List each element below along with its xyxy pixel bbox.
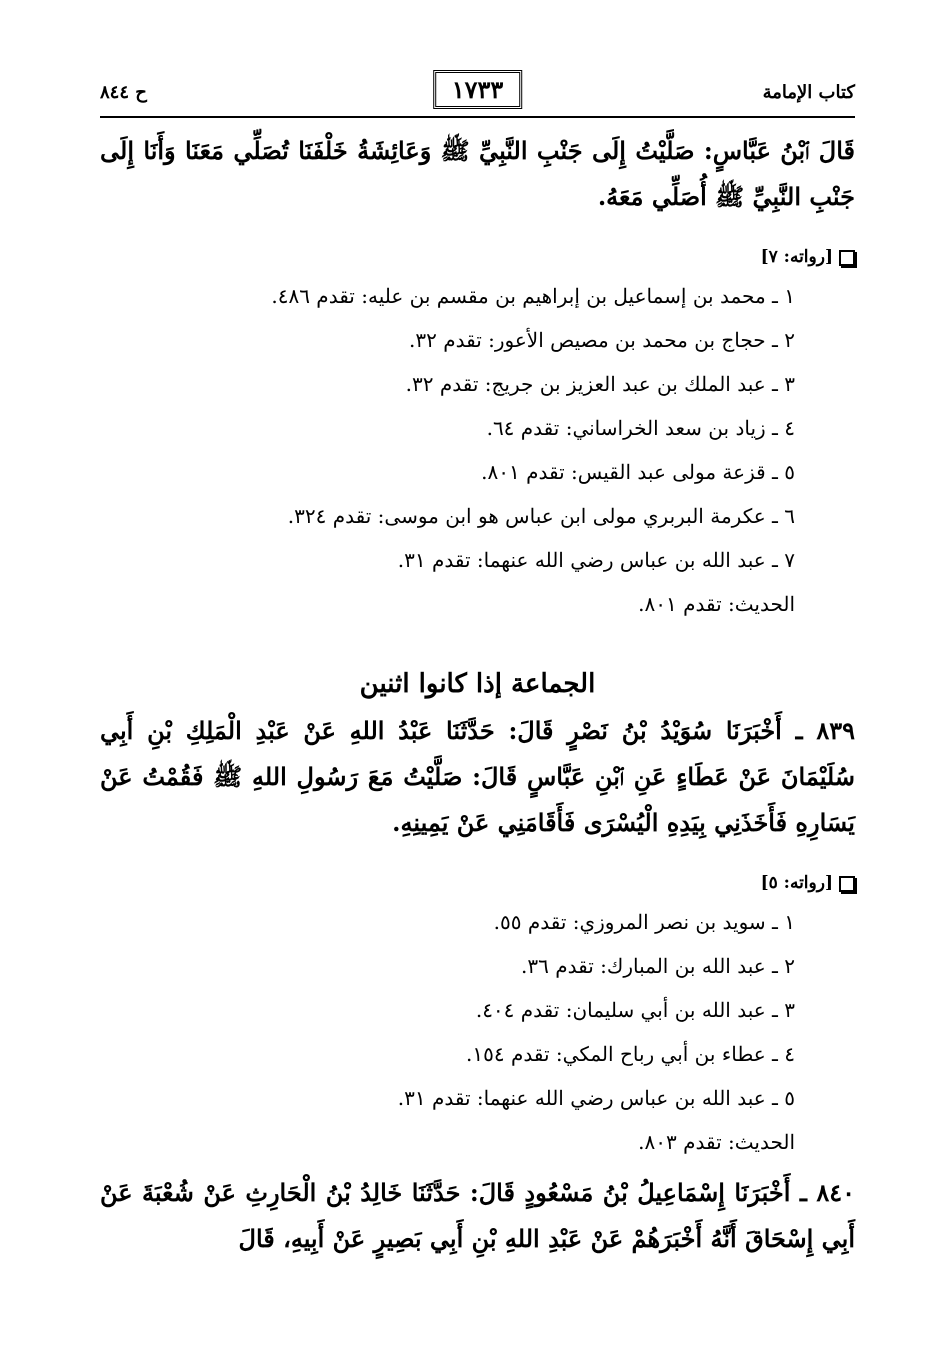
narrator-item: ٢ ـ حجاج بن محمد بن مصيص الأعور: تقدم ٣٢. [409,328,795,352]
checkbox-square-icon [839,250,855,266]
narrators-list [100,274,855,582]
narrator-item: ٧ ـ عبد الله بن عباس رضي الله عنهما: تقدم ٣١. [397,548,795,572]
page-body [100,128,855,1262]
hadith-cross-reference: الحديث: تقدم ٨٠٣. [638,1130,795,1154]
narrators-heading [100,240,855,274]
narrator-item: ٥ ـ عبد الله بن عباس رضي الله عنهما: تقدم ٣١. [397,1086,795,1110]
narrator-item: ١ ـ سويد بن نصر المروزي: تقدم ٥٥. [493,910,795,934]
narrator-item: ١ ـ محمد بن إسماعيل بن إبراهيم بن مقسم بن عليه: تقدم ٤٨٦. [271,284,795,308]
narrator-item: ٢ ـ عبد الله بن المبارك: تقدم ٣٦. [521,954,795,978]
narrators-heading [100,866,855,900]
hadith-cross-reference: الحديث: تقدم ٨٠١. [638,592,795,616]
narrator-item: ٤ ـ زياد بن سعد الخراساني: تقدم ٦٤. [486,416,795,440]
narrators-list [100,900,855,1120]
page-header [100,76,855,118]
hadith-840-text: ٨٤٠ ـ أَخْبَرَنَا إِسْمَاعِيلُ بْنُ مَسْعُودٍ قَالَ: حَدَّثَنَا خَالِدُ بْنُ الْحَارِثِ عَنْ شُعْبَةَ عَنْ أَبِي إِسْحَاقَ أَنَّهُ أَخْبَرَهُمْ عَنْ عَبْدِ اللهِ بْنِ أَبِي بَصِيرٍ عَنْ أَبِيهِ، قَالَ [100,1178,855,1253]
narrator-item: ٣ ـ عبد الله بن أبي سليمان: تقدم ٤٠٤. [475,998,795,1022]
narrators-heading-label: [رواته: ٥] [760,873,833,893]
narrator-item: ٦ ـ عكرمة البربري مولى ابن عباس هو ابن موسى: تقدم ٣٢٤. [287,504,795,528]
chapter-title: الجماعة إذا كانوا اثنين [359,669,596,699]
page-number: ١٧٣٣ [433,70,523,109]
checkbox-square-icon [839,876,855,892]
narrators-heading-label: [رواته: ٧] [760,247,833,267]
narrator-item: ٣ ـ عبد الملك بن عبد العزيز بن جريج: تقدم ٣٢. [405,372,795,396]
narrator-item: ٥ ـ قزعة مولى عبد القيس: تقدم ٨٠١. [481,460,795,484]
book-title: كتاب الإمامة [762,82,855,103]
hadith-839-text: ٨٣٩ ـ أَخْبَرَنَا سُوَيْدُ بْنُ نَصْرٍ قَالَ: حَدَّثَنَا عَبْدُ اللهِ عَنْ عَبْدِ الْمَلِكِ بْنِ أَبِي سُلَيْمَانَ عَنْ عَطَاءٍ عَنِ ٱبْنِ عَبَّاسٍ قَالَ: صَلَّيْتُ مَعَ رَسُولِ اللهِ ﷺ فَقُمْتُ عَنْ يَسَارِهِ فَأَخَذَنِي بِيَدِهِ الْيُسْرَى فَأَقَامَنِي عَنْ يَمِينِهِ. [100,716,855,837]
hadith-text-continued: قَالَ ٱبْنُ عَبَّاسٍ: صَلَّيْتُ إِلَى جَنْبِ النَّبِيِّ ﷺ وَعَائِشَةُ خَلْفَنَا تُصَلِّي مَعَنَا وَأَنَا إِلَى جَنْبِ النَّبِيِّ ﷺ أُصَلِّي مَعَهُ. [100,136,855,211]
narrator-item: ٤ ـ عطاء بن أبي رباح المكي: تقدم ١٥٤. [466,1042,795,1066]
hadith-reference-header: ح ٨٤٤ [100,82,147,103]
